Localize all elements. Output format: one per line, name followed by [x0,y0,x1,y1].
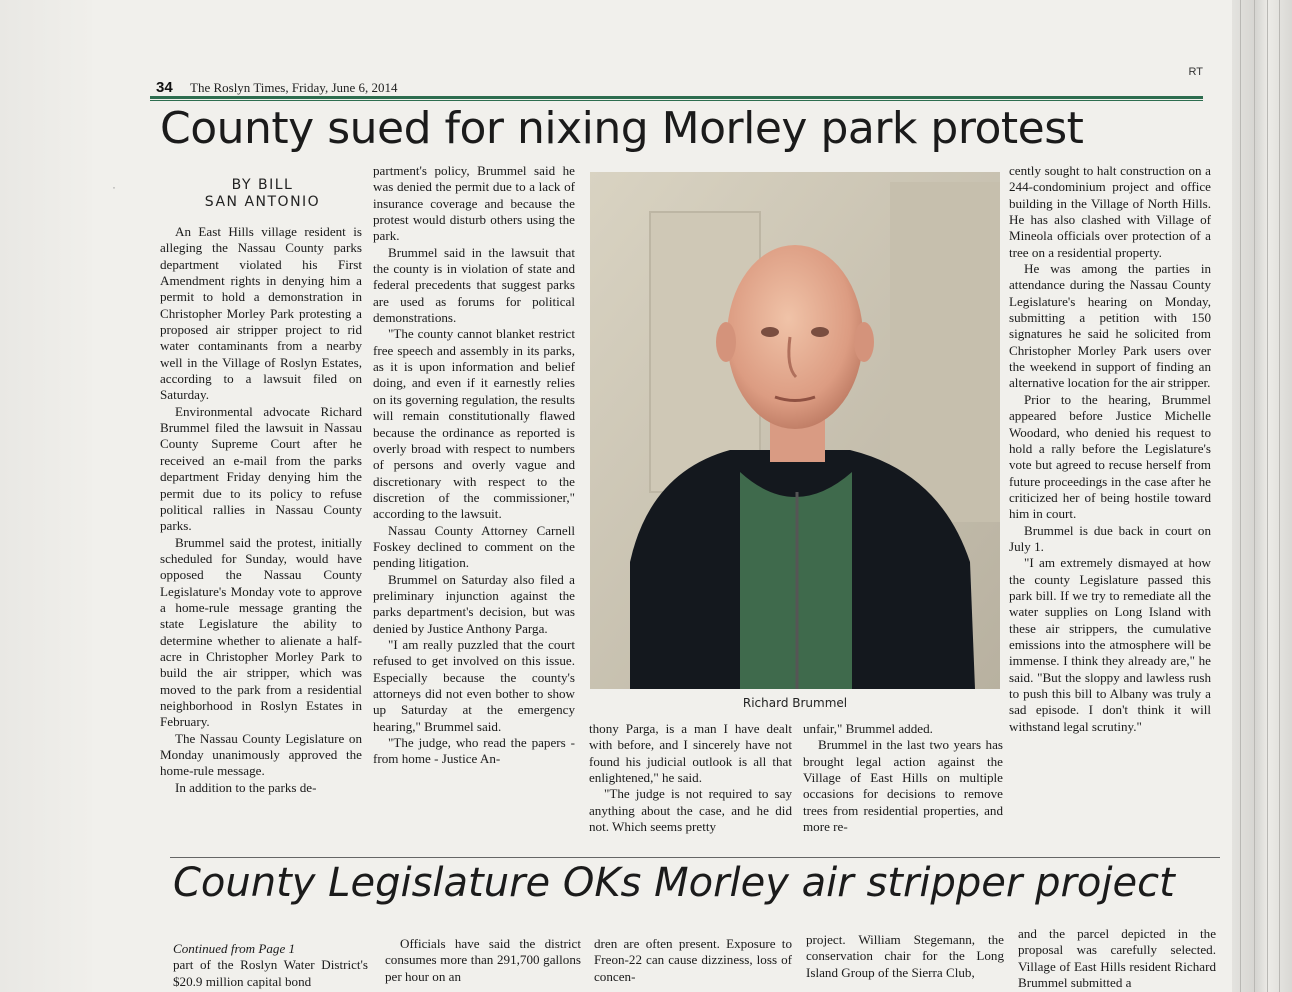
paragraph: Brummel is due back in court on July 1. [1009,522,1211,554]
paragraph: Prior to the hearing, Brummel appeared before Justice Michelle Woodard, who denied his request to hold a rally before the Legislature's vote but agreed to recuse herself from future proceedings in the case after he criticized her of being hostile toward him in court. [1009,391,1211,522]
paragraph: Brummel in the last two years has brought legal action against the Village of East Hills on multiple occasions for decisions to remove trees from residential properties, and more re- [803,737,1003,835]
folio-rule [150,96,1203,99]
paragraph: and the parcel depicted in the proposal was carefully selected. Village of East Hills resident Richard Brummel submitted a [1018,926,1216,991]
second-article-column-2 [385,936,581,985]
paragraph: thony Parga, is a man I have dealt with before, and I sincerely have not found his judicial outlook is all that enlightened," he said. [589,721,792,786]
paragraph: In addition to the parks de- [175,779,317,795]
second-article-headline: County Legislature OKs Morley air stripper project [173,860,1175,906]
masthead-date: The Roslyn Times, Friday, June 6, 2014 [190,80,398,95]
article-column-3a [589,721,792,835]
second-article-column-5 [1018,926,1216,991]
paragraph: part of the Roslyn Water District's $20.9 million capital bond [173,957,368,989]
section-divider [170,857,1220,858]
paragraph: Environmental advocate Richard Brummel filed the lawsuit in Nassau County Supreme Court after he received an e-mail from the parks department Friday denying him the permit due to its policy to refuse political rallies in Nassau County parks. [160,403,362,534]
paragraph: Brummel said the protest, initially scheduled for Sunday, would have opposed the Nassau County Legislature's Monday vote to approve a home-rule message granting the state Legislature the ability to determine whether to alienate a half-acre in Christopher Morley Park to build the air stripper, which was moved to the park from a residential neighborhood in Roslyn Estates in February. [160,534,362,730]
paragraph: "The judge, who read the papers - from home - Justice An- [373,735,575,767]
second-article-column-3 [594,936,792,985]
paragraph: unfair," Brummel added. [803,721,933,736]
paragraph: Brummel on Saturday also filed a preliminary injunction against the parks department's decision, but was denied by Justice Anthony Parga. [373,571,575,636]
continued-line: Continued from Page 1 [173,941,296,956]
article-column-1 [160,224,362,796]
paragraph: "The judge is not required to say anything about the case, and he did not. Which seems pretty [589,786,792,835]
portrait-photo [590,172,1000,689]
photo-caption: Richard Brummel [742,696,848,710]
byline [160,177,365,211]
article-column-3b [803,721,1003,835]
second-article-column-4 [806,932,1004,981]
page-stack-edge [1232,0,1292,992]
paragraph: dren are often present. Exposure to Freon-22 can cause dizziness, loss of concen- [594,936,792,984]
article-column-2 [373,163,575,768]
paragraph: An East Hills village resident is alleging the Nassau County parks department violated his First Amendment rights in denying him a permit to hold a demonstration in Christopher Morley Park protesting a proposed air stripper project to rid water contaminants from a nearby well in the Village of Roslyn Estates, according to a lawsuit filed on Saturday. [160,224,362,403]
paragraph: Brummel said in the lawsuit that the county is in violation of state and federal precedents that suggest parks are used as forums for political demonstrations. [373,244,575,326]
paragraph: "I am extremely dismayed at how the county Legislature passed this park bill. If we try to remediate all the water supplies on Long Island with these air strippers, the cumulative emissions into the atmosphere will be immense. I think they already are," he said. "But the sloppy and lawless rush to push this bill to Albany was truly a sad episode. I don't think it will withstand legal scrutiny." [1009,555,1211,734]
second-article-column-1 [173,941,368,990]
previous-page-edge [0,0,116,992]
portrait-illustration [590,172,1000,689]
byline-line-1: BY BILL [231,177,294,193]
paragraph: Nassau County Attorney Carnell Foskey declined to comment on the pending litigation. [373,522,575,571]
paragraph: "I am really puzzled that the court refused to get involved on this issue. Especially because the county's attorneys did not even bother to show up Saturday at the emergency hearing," Brummel said. [373,636,575,734]
paragraph: partment's policy, Brummel said he was denied the permit due to a lack of insurance coverage and because the protest would disturb others using the park. [373,163,575,244]
fold-mark: · [112,180,116,194]
paragraph: cently sought to halt construction on a 244-condominium project and office building in the Village of North Hills. He has also clashed with Village of Mineola officials over protection of a tree on a residential property. [1009,163,1211,260]
paragraph: project. William Stegemann, the conservation chair for the Long Island Group of the Sierra Club, [806,932,1004,980]
paragraph: He was among the parties in attendance during the Nassau County Legislature's hearing on Monday, submitting a petition with 150 signatures he said he solicited from Christopher Morley Park users over the weekend in support of finding an alternative location for the air stripper. [1009,261,1211,391]
paragraph: "The county cannot blanket restrict free speech and assembly in its parks, as it is upon information and belief doing, and even if it earnestly relies on its governing regulation, the results will remain constitutionally flawed because the ordinance as reported is overly broad with respect to numbers of persons and overly vague and discretionary with respect to the discretion of the commissioner," according to the lawsuit. [373,326,575,522]
byline-line-2: SAN ANTONIO [204,194,321,210]
page-number: 34 [156,79,173,96]
section-tag: RT [1188,66,1203,78]
folio-rule-thin [150,100,1203,101]
article-headline: County sued for nixing Morley park protest [160,103,1084,154]
article-column-4 [1009,163,1211,735]
paragraph: The Nassau County Legislature on Monday unanimously approved the home-rule message. [160,730,362,779]
paragraph: Officials have said the district consumes more than 291,700 gallons per hour on an [385,936,581,984]
